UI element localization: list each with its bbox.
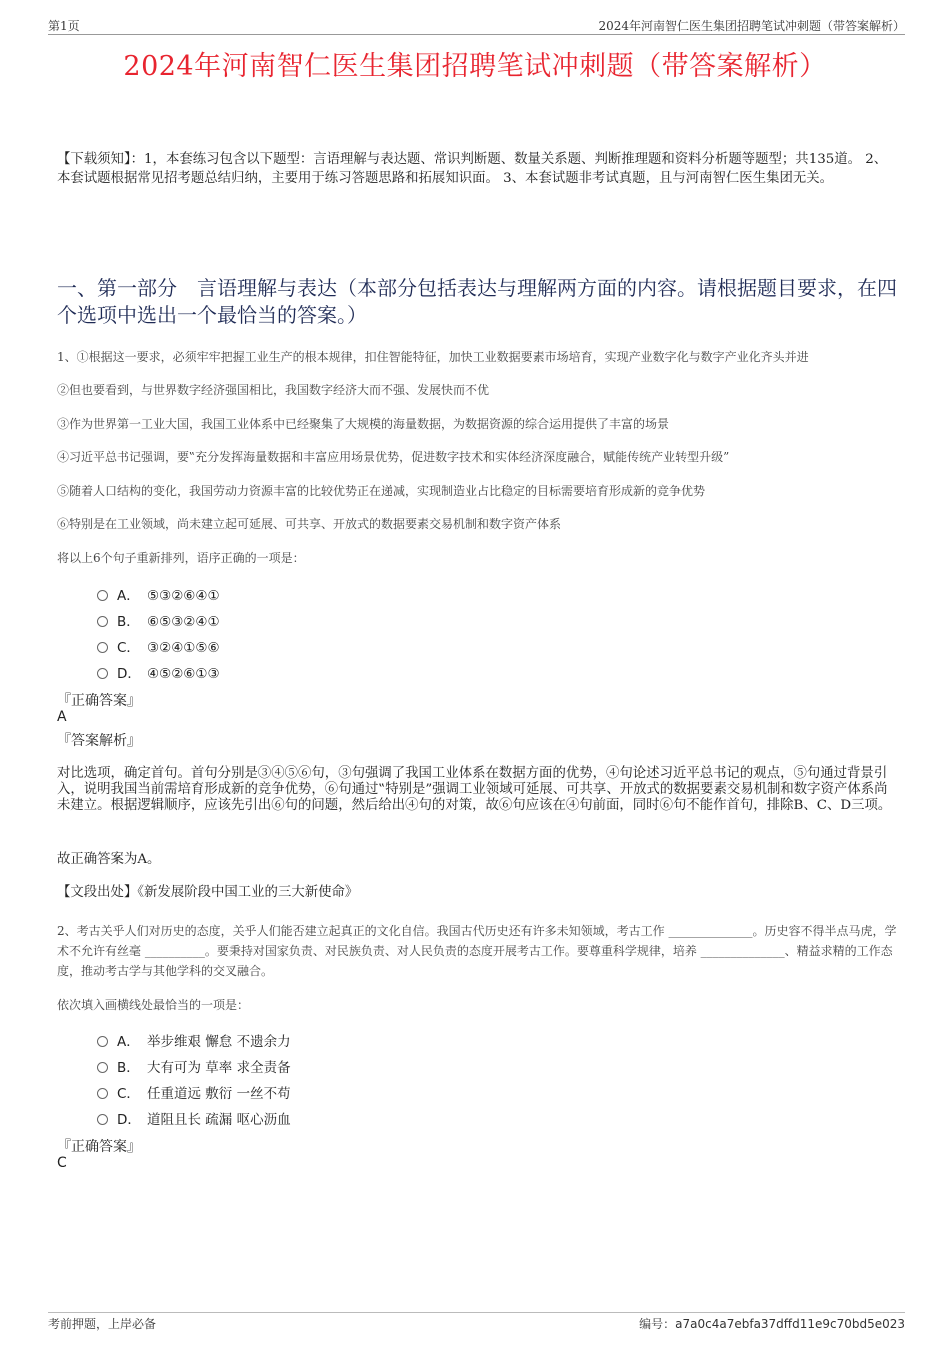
q1-analysis-tag: 『答案解析』 [57, 733, 141, 749]
footer-slogan: 考前押题，上岸必备 [48, 1317, 157, 1331]
q1-sentence-2: ②但也要看到，与世界数字经济强国相比，我国数字经济大而不强、发展快而不优 [57, 383, 490, 397]
radio-icon[interactable] [97, 1088, 108, 1099]
q1-option-c[interactable]: C． ③②④①⑤⑥ [97, 636, 220, 656]
radio-icon[interactable] [97, 642, 108, 653]
document-title: 2024年河南智仁医生集团招聘笔试冲刺题（带答案解析） [123, 51, 827, 82]
q2-prompt: 依次填入画横线处最恰当的一项是： [57, 998, 250, 1012]
page-number: 第1页 [48, 19, 80, 33]
footer-code: 编号：a7a0c4a7ebfa37dffd11e9c70bd5e023 [639, 1317, 905, 1331]
download-notice: 【下载须知】：1，本套练习包含以下题型：言语理解与表达题、常识判断题、数量关系题、判断推理题和资料分析题等题型；共135道。 2、本套试题根据常见招考题总结归纳，主要用于练习答题思路和拓展知识面。 3、本套试题非考试真题，且与河南智仁医生集团无关。 [57, 152, 888, 186]
q1-sentence-4: ④习近平总书记强调，要‟充分发挥海量数据和丰富应用场景优势，促进数字技术和实体经济深度融合，赋能传统产业转型升级” [57, 450, 730, 464]
q2-answer-tag: 『正确答案』 [57, 1139, 141, 1155]
header-doc-title: 2024年河南智仁医生集团招聘笔试冲刺题（带答案解析） [598, 19, 905, 33]
q2-answer: C [57, 1155, 67, 1171]
q1-sentence-1: 1、①根据这一要求，必须牢牢把握工业生产的根本规律，扣住智能特征，加快工业数据要素市场培育，实现产业数字化与数字产业化齐头并进 [57, 350, 809, 364]
q1-option-d[interactable]: D． ④⑤②⑥①③ [97, 662, 220, 682]
radio-icon[interactable] [97, 616, 108, 627]
q1-analysis: 对比选项，确定首句。首句分别是③④⑤⑥句，③句强调了我国工业体系在数据方面的优势，④句论述习近平总书记的观点，⑤句通过背景引入，说明我国当前需培育形成新的竞争优势，⑥句通过‟特别是”强调工业领域可延展、可共享、开放式的数据要素交易机制和数字资产体系尚未建立。根据逻辑顺序，应该先引出⑥句的问题，然后给出④句的对策，故⑥句应该在④句前面，同时⑥句不能作首句，排除B、C、D三项。 [57, 766, 892, 813]
q2-option-d[interactable]: D． 道阻且长 疏漏 呕心沥血 [97, 1108, 291, 1128]
q1-sentence-3: ③作为世界第一工业大国，我国工业体系中已经聚集了大规模的海量数据，为数据资源的综合运用提供了丰富的场景 [57, 417, 670, 431]
page-footer [48, 1312, 905, 1331]
radio-icon[interactable] [97, 590, 108, 601]
q2-option-b[interactable]: B． 大有可为 草率 求全责备 [97, 1056, 291, 1076]
q1-answer: A [57, 709, 67, 725]
page-header [48, 16, 905, 35]
q1-option-b[interactable]: B． ⑥⑤③②④① [97, 610, 220, 630]
radio-icon[interactable] [97, 1062, 108, 1073]
section-heading: 一、第一部分 言语理解与表达（本部分包括表达与理解两方面的内容。请根据题目要求，在四个选项中选出一个最恰当的答案。） [57, 276, 897, 327]
q1-sentence-6: ⑥特别是在工业领域，尚未建立起可延展、可共享、开放式的数据要素交易机制和数字资产体系 [57, 517, 562, 531]
q2-option-a[interactable]: A． 举步维艰 懈怠 不遗余力 [97, 1030, 291, 1050]
q1-source: 【文段出处】《新发展阶段中国工业的三大新使命》 [57, 885, 359, 900]
radio-icon[interactable] [97, 668, 108, 679]
q1-option-a[interactable]: A． ⑤③②⑥④① [97, 584, 220, 604]
q1-prompt: 将以上6个句子重新排列，语序正确的一项是： [57, 551, 305, 565]
q1-sentence-5: ⑤随着人口结构的变化，我国劳动力资源丰富的比较优势正在递减，实现制造业占比稳定的目标需要培育形成新的竞争优势 [57, 484, 706, 498]
q1-answer-tag: 『正确答案』 [57, 693, 141, 709]
q1-conclusion: 故正确答案为A。 [57, 852, 161, 867]
radio-icon[interactable] [97, 1114, 108, 1125]
q2-stem: 2、考古关乎人们对历史的态度，关乎人们能否建立起真正的文化自信。我国古代历史还有许多未知领域，考古工作 ______________。历史容不得半点马虎，学术不允许有丝毫 __________。要秉持对国家负责、对民族负责、对人民负责的态度开展考古工作。要尊重科学规律，培养 ______________、精益求精的工作态度，推动考古学与其他学科的交叉融合。 [57, 924, 897, 978]
radio-icon[interactable] [97, 1036, 108, 1047]
q2-option-c[interactable]: C． 任重道远 敷衍 一丝不苟 [97, 1082, 291, 1102]
